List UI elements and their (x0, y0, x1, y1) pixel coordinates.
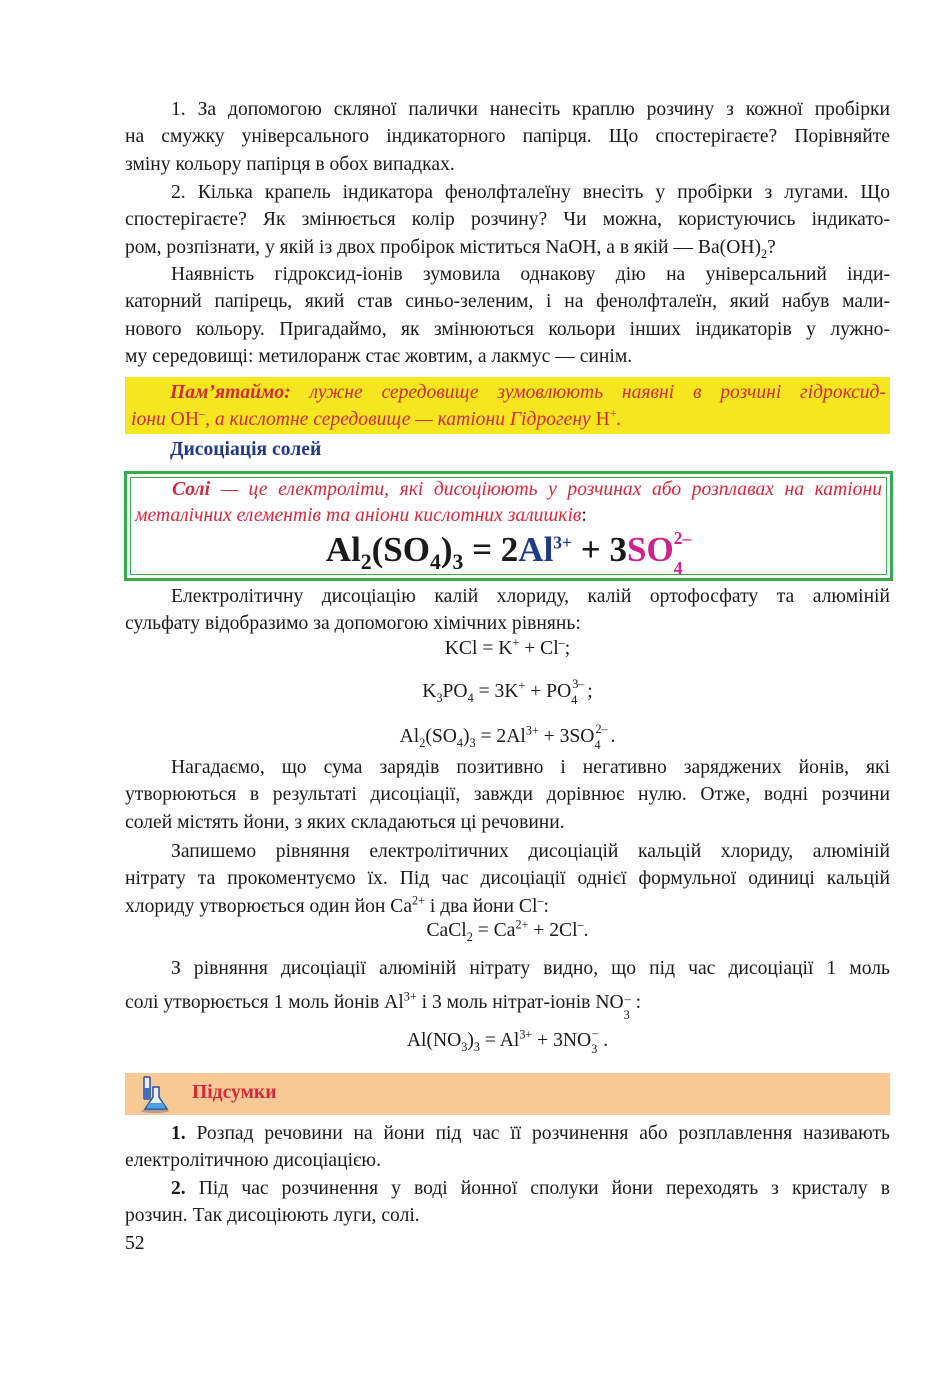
section-heading: Дисоціація солей (170, 439, 322, 460)
text-line: Нагадаємо, що сума зарядів позитивно і негативно заряджених йонів, які (171, 757, 890, 778)
definition-term: Солі (172, 479, 211, 500)
text-line: сульфату відобразимо за допомогою хімічних рівнянь: (125, 613, 581, 635)
equation-al2so43: $Al_2(SO_4)_3 = 2Al^{3+} + 3SO$ 2– 4 . (399, 722, 616, 752)
summary-item-2: 2. Під час розчинення у воді йонної сполуки йони переходять з кристалу в розчин. Так дисоціюють луги, солі. (125, 1178, 890, 1227)
paragraph-2 (125, 179, 890, 261)
text-line: ром, розпізнати, у якій із двох пробірок міститься NaOH, а в якій — $Ba(OH)_2$? (125, 236, 776, 261)
text-line: спостерігаєте? Як змінюється колір розчину? Чи можна, користуючись індикато- (125, 209, 890, 231)
text-line: 1. За допомогою скляної палички нанесіть краплю розчину з кожної пробірки (171, 99, 890, 120)
text-line: му середовищі: метилоранж стає жовтим, а лакмус — синім. (125, 346, 633, 368)
text-line: хлориду утворюється один йон $Ca^{2+}$ і два йони Cl–: (125, 893, 549, 917)
summary-header (125, 1073, 890, 1115)
page-number: 52 (125, 1233, 145, 1254)
summary-item-1: 1. Розпад речовини на йони під час її розчинення або розплавлення називають електролітичною дисоціацією. (125, 1123, 890, 1172)
text-line: Запишемо рівняння електролітичних дисоціацій кальцій хлориду, алюміній (171, 841, 890, 862)
paragraph-4 (125, 583, 890, 638)
text-line: 2. Кілька крапель індикатора фенолфталеїну внесіть у пробірки з лугами. Що (171, 182, 890, 203)
equation-cacl2: CaCl$_2$ = $Ca^{2+} + 2Cl^-$. (426, 917, 589, 944)
remember-note: Пам’ятаймо: лужне середовище зумовлюють наявні в розчині гідроксид- іони OH–, а кислотне середовище — катіони Гідрогену H+. (125, 377, 890, 434)
paragraph-6 (125, 838, 890, 920)
definition-box: Солі — це електроліти, які дисоціюють у розчинах або розплавах на катіони металічних елементів та аніони кислотних залишків: $Al_2(SO_4)_3 = 2Al^{3+} + 3SO$ 2– 4 (124, 471, 893, 581)
text-line: солей містять йони, з яких складаються ці речовини. (125, 811, 565, 833)
flask-icon (133, 1075, 173, 1120)
equation-k3po4: $K_3PO_4 = 3K^+$ + PO 3– 4 ; (422, 677, 593, 707)
text-line: Наявність гідроксид-іонів зумовила однакову дію на універсальний інди- (171, 264, 890, 285)
text-line: каторний папірець, який став синьо-зеленим, і на фенолфталеїн, який набув мали- (125, 291, 890, 313)
text-line: З рівняння дисоціації алюміній нітрату видно, що під час дисоціації 1 моль (171, 958, 890, 979)
equation-kcl: KCl = K+ + Cl–; (444, 635, 571, 659)
text-line: зміну кольору папірця в обох випадках. (125, 153, 455, 175)
text-line: на смужку універсального індикаторного папірця. Що спостерігаєте? Порівняйте (125, 126, 890, 148)
salt-dissociation-equation: $Al_2(SO_4)_3 = 2Al^{3+} + 3SO$ 2– 4 (325, 528, 692, 578)
equation-alno33: $Al(NO_3)_3 = Al^{3+} + 3NO$ – 3 . (406, 1026, 609, 1056)
text-line: солі утворюється 1 моль йонів $Al^{3+}$ і 3 моль нітрат-іонів NO – 3 : (125, 989, 642, 1022)
summary-title: Підсумки (192, 1082, 277, 1103)
remember-label: Пам’ятаймо: (170, 382, 291, 403)
paragraph-3 (125, 261, 890, 371)
text-line: нового кольору. Пригадаймо, як змінюються кольори інших індикаторів у лужно- (125, 318, 890, 340)
paragraph-1 (125, 96, 890, 178)
text-line: Електролітичну дисоціацію калій хлориду, калій ортофосфату та алюміній (171, 586, 890, 607)
paragraph-5 (125, 754, 890, 836)
text-line: утворюються в результаті дисоціації, завжди дорівнює нулю. Отже, водні розчини (125, 784, 890, 806)
text-line: нітрату та прокоментуємо їх. Під час дисоціації однієї формульної одиниці кальцій (125, 868, 890, 890)
paragraph-7 (125, 952, 890, 1020)
